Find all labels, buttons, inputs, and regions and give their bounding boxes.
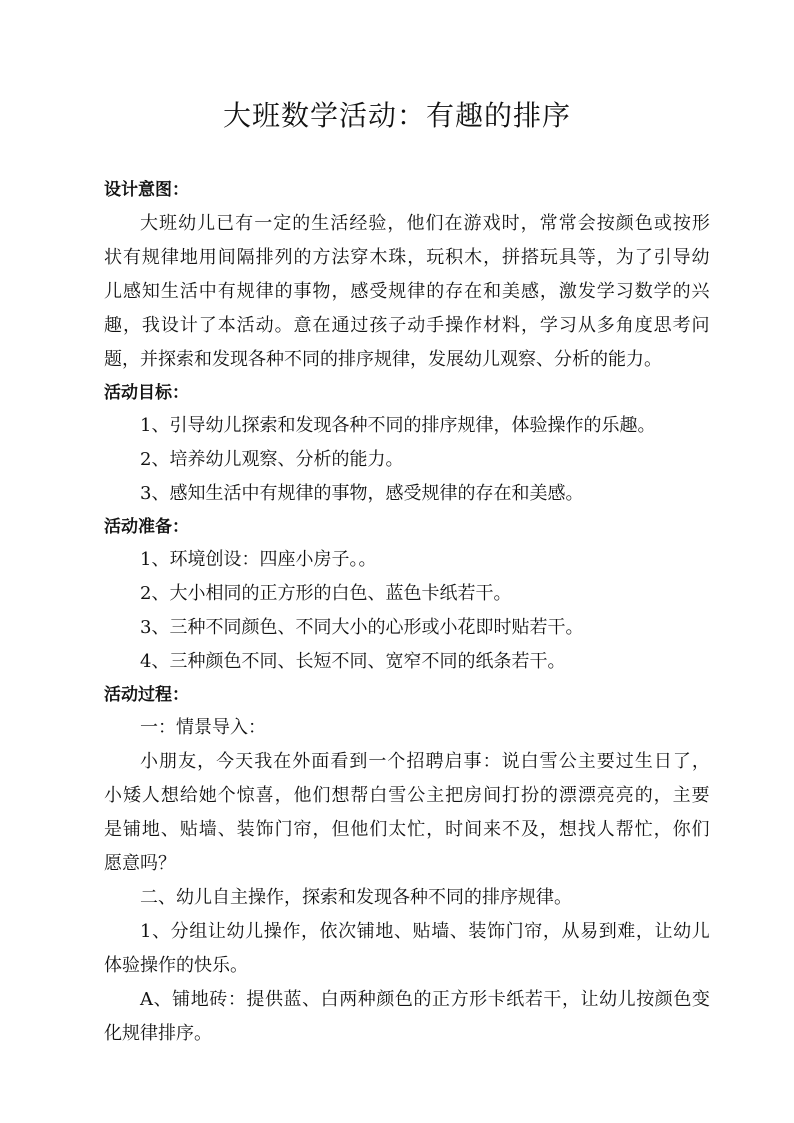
goal-item: 3、感知生活中有规律的事物，感受规律的存在和美感。: [140, 483, 584, 504]
story-line: 小 矮 人 想 给 她 个 惊 喜 ， 他 们 想 帮 白 雪 公 主 把 房 间 打 扮 的 漂 漂 亮 亮 的 ， 主 要: [104, 785, 710, 806]
document-title: 大班数学活动：有趣的排序: [222, 99, 571, 132]
process-step-1: 一：情景导入：: [140, 717, 266, 738]
sub-step-a-line: 化规律排序。: [104, 1023, 212, 1044]
prep-item: 2、大小相同的正方形的白色、蓝色卡纸若干。: [140, 583, 512, 604]
prep-item: 4、三种颜色不同、长短不同、宽窄不同的纸条若干。: [140, 651, 566, 672]
goals-heading: 活动目标：: [104, 383, 189, 403]
design-line: 状 有 规 律 地 用 间 隔 排 列 的 方 法 穿 木 珠 ， 玩 积 木 ， 拼 搭 玩 具 等 ， 为 了 引 导 幼: [104, 247, 710, 268]
story-line: 小 朋 友 ， 今 天 我 在 外 面 看 到 一 个 招 聘 启 事 ： 说 白 雪 公 主 要 过 生 日 了 ，: [140, 751, 710, 772]
prep-item: 1、环境创设：四座小房子。。: [140, 549, 377, 570]
goal-item: 2、培养幼儿观察、分析的能力。: [140, 449, 404, 470]
sub-step-line: 体验操作的快乐。: [104, 955, 248, 976]
story-line: 愿意吗？: [104, 853, 176, 874]
design-line: 趣 ， 我 设 计 了 本 活 动 。 意 在 通 过 孩 子 动 手 操 作 材 料 ， 学 习 从 多 角 度 思 考 问: [104, 315, 710, 336]
design-heading: 设计意图：: [104, 180, 189, 200]
prep-item: 3、三种不同颜色、不同大小的心形或小花即时贴若干。: [140, 617, 584, 638]
design-line: 题，并探索和发现各种不同的排序规律，发展幼儿观察、分析的能力。: [104, 349, 662, 370]
sub-step-line: 1 、 分 组 让 幼 儿 操 作 ， 依 次 铺 地 、 贴 墙 、 装 饰 门 帘 ， 从 易 到 难 ， 让 幼 儿: [140, 921, 710, 942]
prep-heading: 活动准备：: [104, 517, 189, 537]
story-line: 是 铺 地 、 贴 墙 、 装 饰 门 帘 ， 但 他 们 太 忙 ， 时 间 来 不 及 ， 想 找 人 帮 忙 ， 你 们: [104, 819, 710, 840]
process-heading: 活动过程：: [104, 685, 189, 705]
design-line: 大 班 幼 儿 已 有 一 定 的 生 活 经 验 ， 他 们 在 游 戏 时 ， 常 常 会 按 颜 色 或 按 形: [140, 213, 710, 234]
goal-item: 1、引导幼儿探索和发现各种不同的排序规律，体验操作的乐趣。: [140, 415, 656, 436]
process-step-2: 二、幼儿自主操作，探索和发现各种不同的排序规律。: [140, 887, 572, 908]
sub-step-a-line: A 、 铺 地 砖 ： 提 供 蓝 、 白 两 种 颜 色 的 正 方 形 卡 纸 若 干 ， 让 幼 儿 按 颜 色 变: [140, 989, 710, 1010]
design-line: 儿 感 知 生 活 中 有 规 律 的 事 物 ， 感 受 规 律 的 存 在 和 美 感 ， 激 发 学 习 数 学 的 兴: [104, 281, 710, 302]
